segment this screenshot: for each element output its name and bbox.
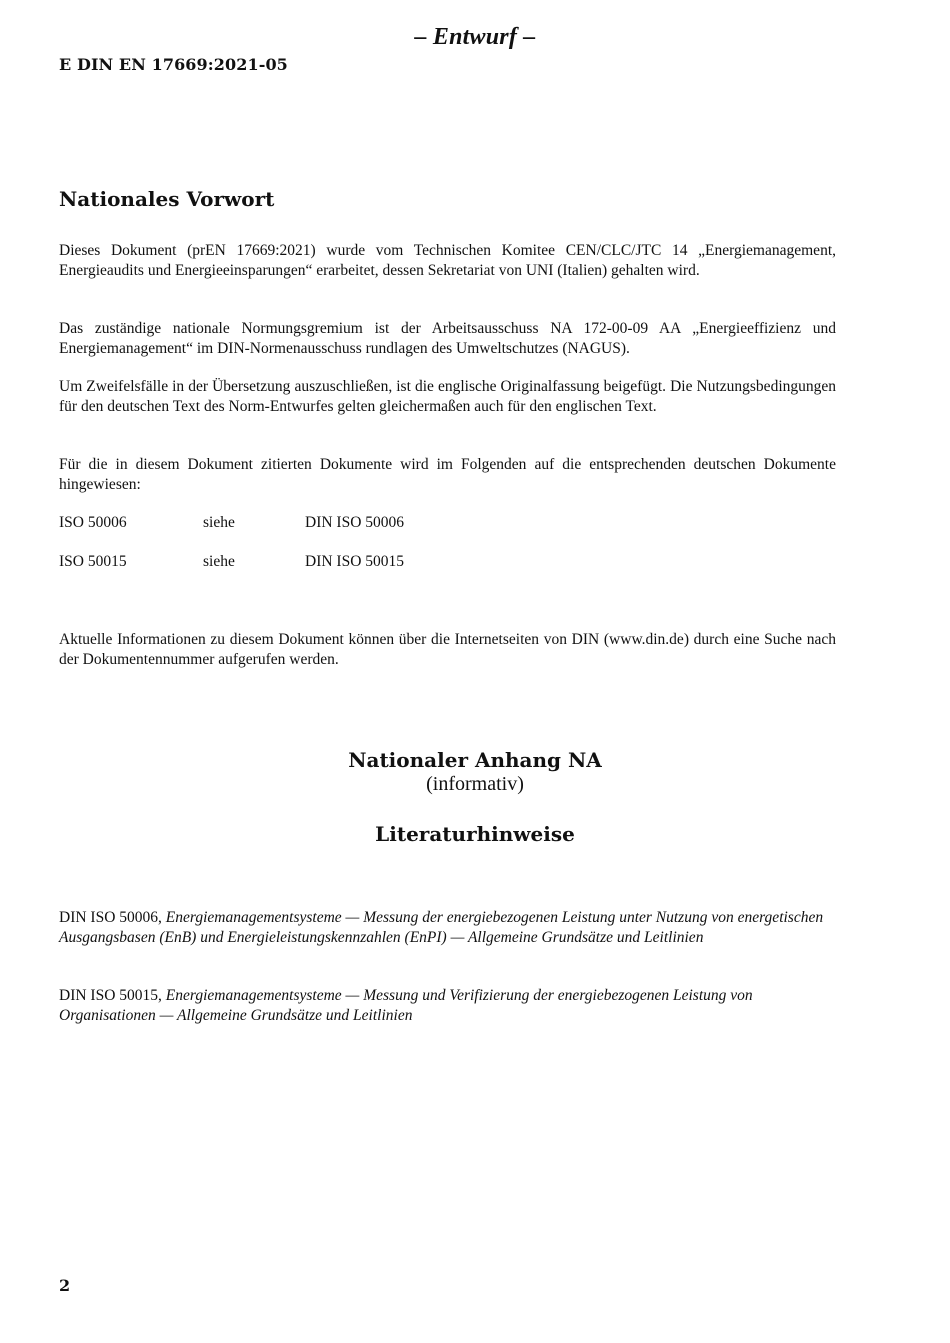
reference-target: DIN ISO 50006 — [305, 514, 405, 531]
literature-title: Literaturhinweise — [375, 822, 575, 846]
reference-source: ISO 50006 — [59, 514, 127, 531]
annex-subtitle: (informativ) — [426, 773, 524, 795]
foreword-paragraph-2: Das zuständige nationale Normungsgremium ist der Arbeitsausschuss NA 172-00-09 AA „Energieeffizienz und Energiemanagement“ im DIN-Normenausschuss rundlagen des Umweltschutzes (NAGUS). — [59, 320, 836, 357]
foreword-paragraph-4: Für die in diesem Dokument zitierten Dokumente wird im Folgenden auf die entsprechenden deutschen Dokumente hingewiesen: — [59, 456, 836, 493]
info-paragraph: Aktuelle Informationen zu diesem Dokument können über die Internetseiten von DIN (www.din.de) durch eine Suche nach der Dokumentennummer aufgerufen werden. — [59, 631, 836, 668]
document-id: E DIN EN 17669:2021-05 — [59, 55, 288, 74]
foreword-paragraph-3: Um Zweifelsfälle in der Übersetzung auszuschließen, ist die englische Originalfassung beigefügt. Die Nutzungsbedingungen für den deutschen Text des Norm-Entwurfes gelten gleichermaßen auch für den englischen Text. — [59, 378, 836, 415]
annex-title: Nationaler Anhang NA — [348, 748, 602, 772]
reference-relation: siehe — [203, 553, 235, 570]
foreword-title: Nationales Vorwort — [59, 187, 275, 211]
page-number: 2 — [59, 1276, 71, 1295]
reference-relation: siehe — [203, 514, 235, 531]
reference-target: DIN ISO 50015 — [305, 553, 405, 570]
foreword-paragraph-1: Dieses Dokument (prEN 17669:2021) wurde vom Technischen Komitee CEN/CLC/JTC 14 „Energiemanagement, Energieaudits und Energieeinsparungen“ erarbeitet, dessen Sekretariat von UNI (Italien) gehalten wird. — [59, 242, 836, 279]
reference-row — [59, 552, 559, 572]
bibliography-entry — [59, 986, 836, 1025]
reference-row — [59, 513, 559, 533]
bibliography-title: Energiemanagementsysteme — Messung der energiebezogenen Leistung unter Nutzung von energetischen Ausgangsbasen (EnB) und Energieleistungskennzahlen (EnPI) — Allgemeine Grundsätze und Leitlinien — [59, 909, 824, 946]
draft-mark: – Entwurf – — [414, 24, 536, 50]
bibliography-entry — [59, 908, 836, 947]
reference-source: ISO 50015 — [59, 553, 127, 570]
bibliography-number: DIN ISO 50015, — [59, 987, 162, 1004]
bibliography-number: DIN ISO 50006, — [59, 909, 162, 926]
annex-heading — [0, 747, 950, 795]
bibliography-title: Energiemanagementsysteme — Messung und Verifizierung der energiebezogenen Leistung von Organisationen — Allgemeine Grundsätze und Leitlinien — [59, 987, 753, 1024]
